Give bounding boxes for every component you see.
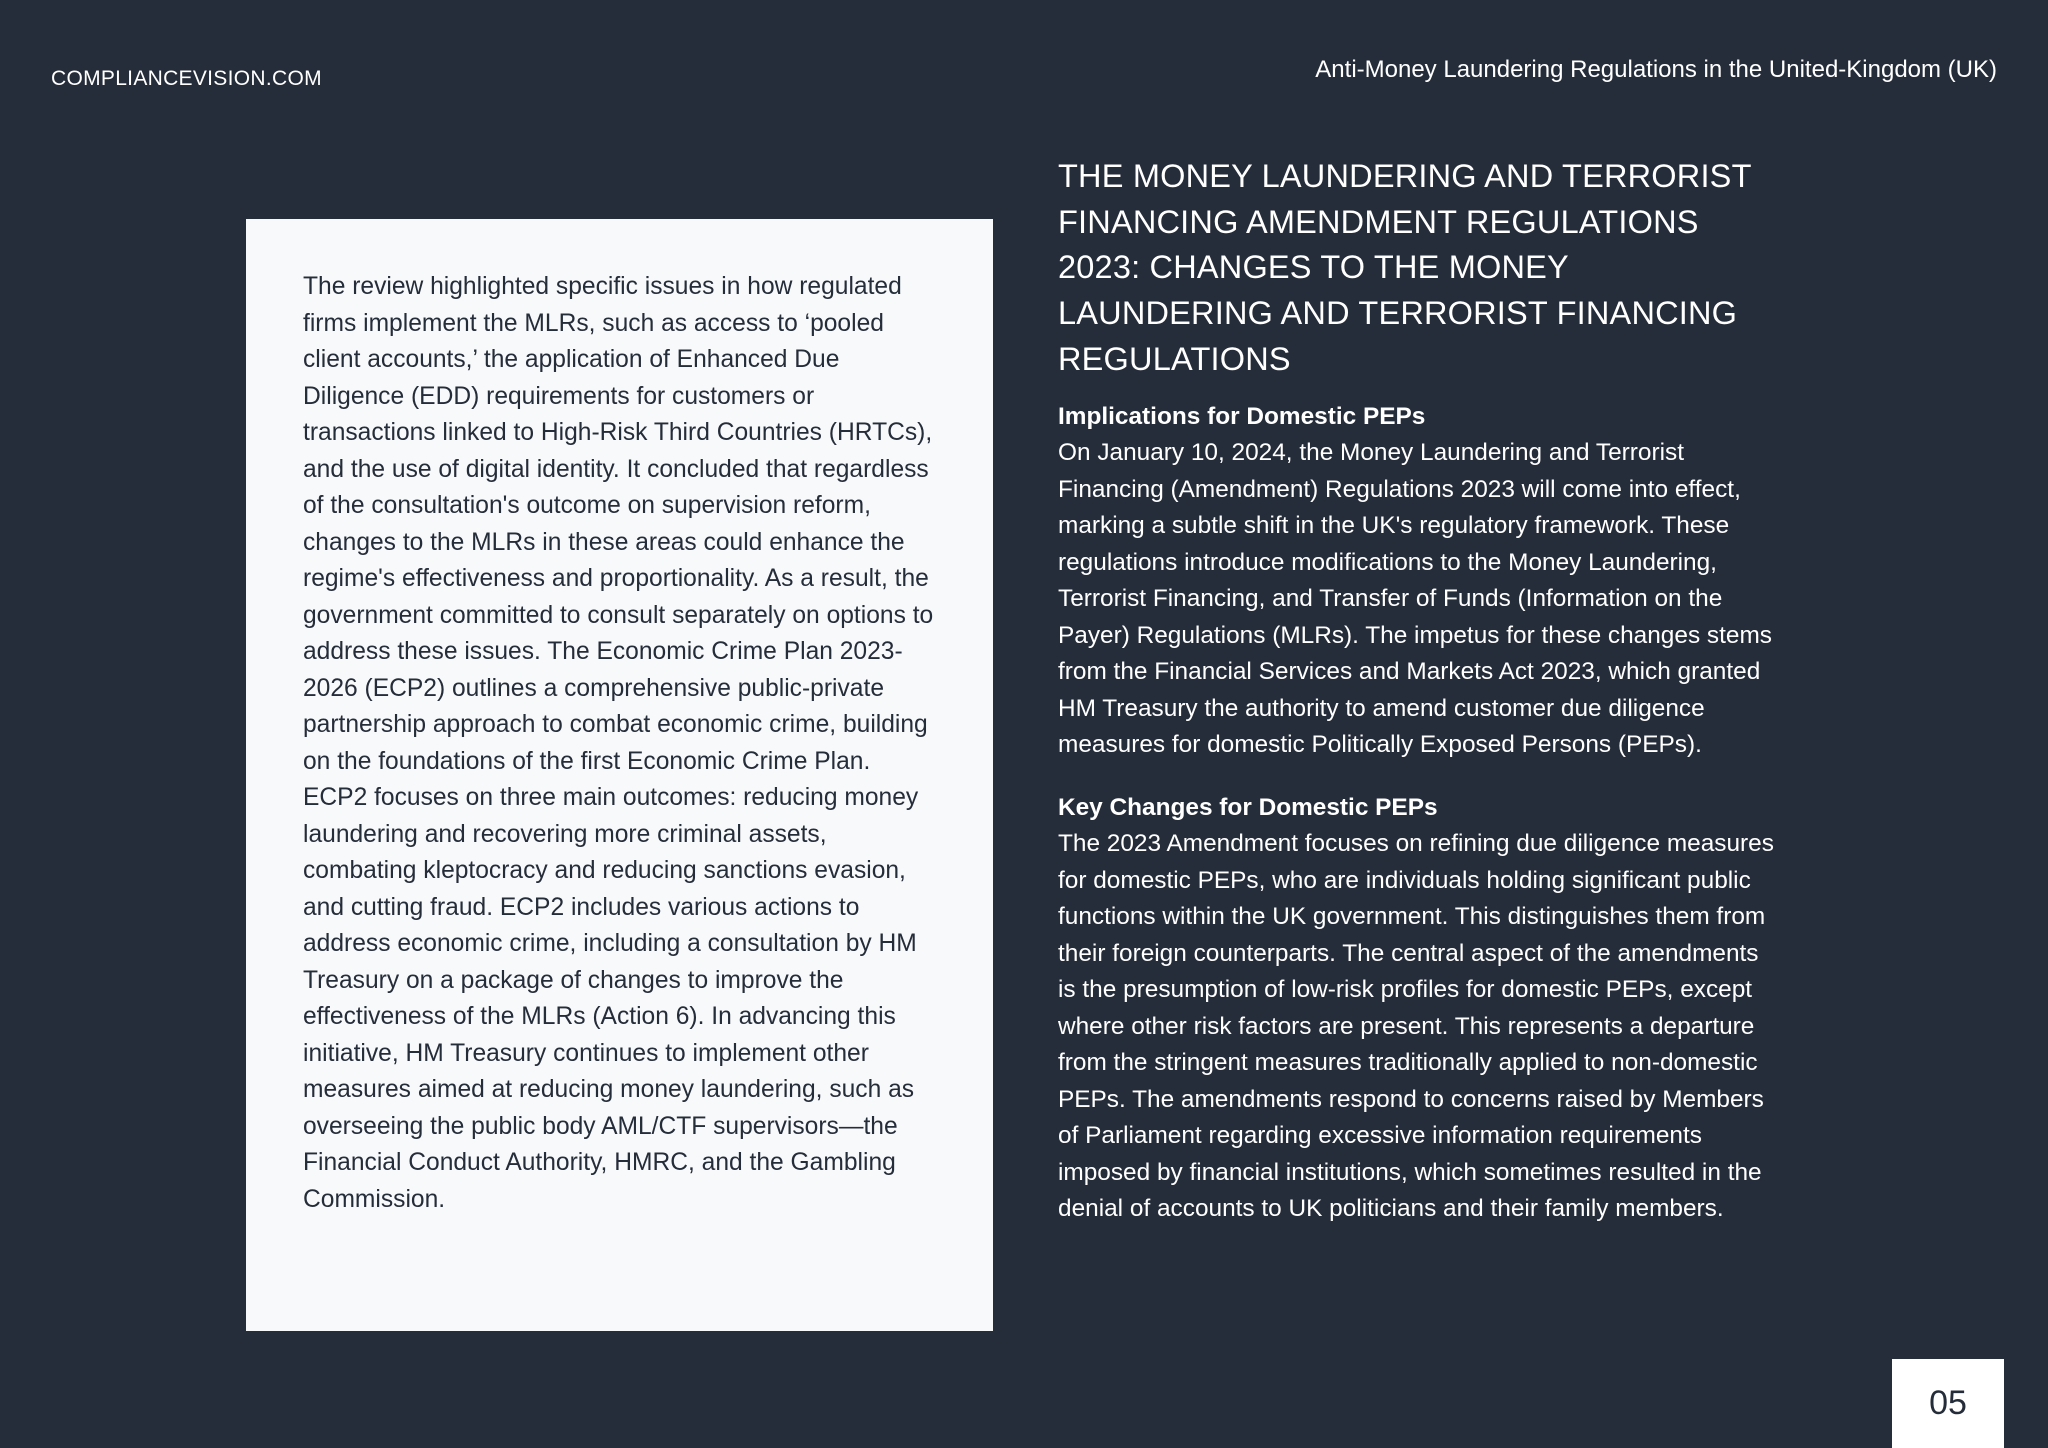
main-column bbox=[1058, 154, 1778, 1228]
page-number: 05 bbox=[1892, 1359, 2004, 1448]
page-title: THE MONEY LAUNDERING AND TERRORIST FINANCING AMENDMENT REGULATIONS 2023: CHANGES TO THE MONEY LAUNDERING AND TERRORIST FINANCING REGULATIONS bbox=[1058, 158, 1752, 377]
section-implications bbox=[1058, 399, 1778, 764]
document-title: Anti-Money Laundering Regulations in the United-Kingdom (UK) bbox=[1315, 56, 1997, 83]
sidebar-text-box bbox=[246, 219, 993, 1331]
section-heading: Key Changes for Domestic PEPs bbox=[1058, 793, 1438, 821]
sidebar-text: The review highlighted specific issues in how regulated firms implement the MLRs, such as access to ‘pooled client accounts,’ the application of Enhanced Due Diligence (EDD) requirements for customers or transactions linked to High-Risk Third Countries (HRTCs), and the use of digital identity. It concluded that regardless of the consultation's outcome on supervision reform, changes to the MLRs in these areas could enhance the regime's effectiveness and proportionality. As a result, the government committed to consult separately on options to address these issues. The Economic Crime Plan 2023-2026 (ECP2) outlines a comprehensive public-private partnership approach to combat economic crime, building on the foundations of the first Economic Crime Plan. ECP2 focuses on three main outcomes: reducing money laundering and recovering more criminal assets, combating kleptocracy and reducing sanctions evasion, and cutting fraud. ECP2 includes various actions to address economic crime, including a consultation by HM Treasury on a package of changes to improve the effectiveness of the MLRs (Action 6). In advancing this initiative, HM Treasury continues to implement other measures aimed at reducing money laundering, such as overseeing the public body AML/CTF supervisors—the Financial Conduct Authority, HMRC, and the Gambling Commission. bbox=[303, 273, 934, 1213]
section-heading: Implications for Domestic PEPs bbox=[1058, 402, 1426, 430]
section-body: The 2023 Amendment focuses on refining due diligence measures for domestic PEPs, who are individuals holding significant public functions within the UK government. This distinguishes them from their foreign counterparts. The central aspect of the amendments is the presumption of low-risk profiles for domestic PEPs, except where other risk factors are present. This represents a departure from the stringent measures traditionally applied to non-domestic PEPs. The amendments respond to concerns raised by Members of Parliament regarding excessive information requirements imposed by financial institutions, which sometimes resulted in the denial of accounts to UK politicians and their family members. bbox=[1058, 830, 1774, 1223]
section-key-changes bbox=[1058, 790, 1778, 1228]
site-name: COMPLIANCEVISION.COM bbox=[51, 67, 322, 90]
section-body: On January 10, 2024, the Money Laundering and Terrorist Financing (Amendment) Regulations 2023 will come into effect, marking a subtle shift in the UK's regulatory framework. These regulations introduce modifications to the Money Laundering, Terrorist Financing, and Transfer of Funds (Information on the Payer) Regulations (MLRs). The impetus for these changes stems from the Financial Services and Markets Act 2023, which granted HM Treasury the authority to amend customer due diligence measures for domestic Politically Exposed Persons (PEPs). bbox=[1058, 439, 1772, 759]
